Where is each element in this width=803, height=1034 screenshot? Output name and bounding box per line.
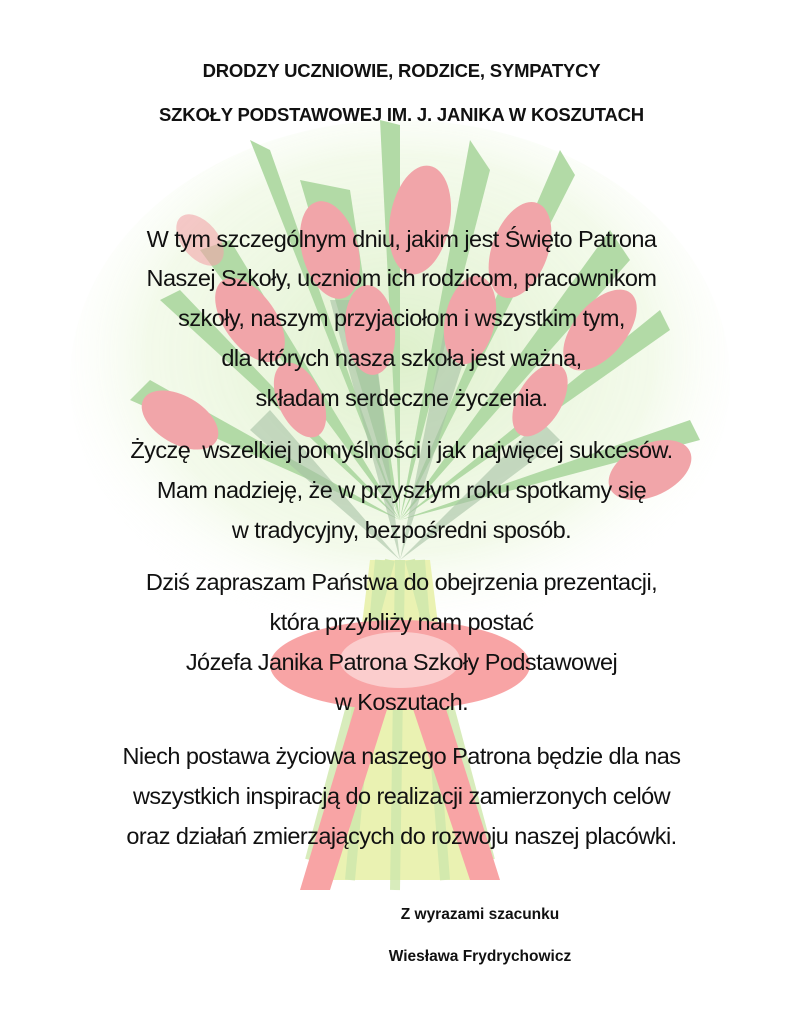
paragraph-4-line-3: oraz działań zmierzających do rozwoju naszej placówki. xyxy=(126,823,677,849)
paragraph-1-line-3: szkoły, naszym przyjaciołom i wszystkim tym, xyxy=(178,305,625,331)
paragraph-1-line-5: składam serdeczne życzenia. xyxy=(255,385,548,411)
heading-line-2: SZKOŁY PODSTAWOWEJ IM. J. JANIKA W KOSZUTACH xyxy=(159,104,644,125)
paragraph-3-line-2: która przybliży nam postać xyxy=(269,609,534,635)
paragraph-3-line-4: w Koszutach. xyxy=(334,689,469,715)
paragraph-4-line-1: Niech postawa życiowa naszego Patrona będzie dla nas xyxy=(122,743,681,769)
paragraph-4-line-2: wszystkich inspiracją do realizacji zamierzonych celów xyxy=(132,783,671,809)
signature: Wiesława Frydrychowicz xyxy=(388,948,572,965)
paragraph-1-line-2: Naszej Szkoły, uczniom ich rodzicom, pracownikom xyxy=(146,265,657,291)
paragraph-3-line-3: Józefa Janika Patrona Szkoły Podstawowej xyxy=(185,649,618,675)
paragraph-1-line-1: W tym szczególnym dniu, jakim jest Święto Patrona xyxy=(146,226,657,252)
heading-line-1: DRODZY UCZNIOWIE, RODZICE, SYMPATYCY xyxy=(202,60,601,81)
closing-salutation: Z wyrazami szacunku xyxy=(400,906,560,923)
paragraph-3-line-1: Dziś zapraszam Państwa do obejrzenia prezentacji, xyxy=(145,569,658,595)
paragraph-1-line-4: dla których nasza szkoła jest ważna, xyxy=(221,345,582,371)
paragraph-2-line-1: Życzę wszelkiej pomyślności i jak najwięcej sukcesów. xyxy=(130,437,673,463)
paragraph-2-line-3: w tradycyjny, bezpośredni sposób. xyxy=(231,517,572,543)
paragraph-2-line-2: Mam nadzieję, że w przyszłym roku spotkamy się xyxy=(156,477,647,503)
